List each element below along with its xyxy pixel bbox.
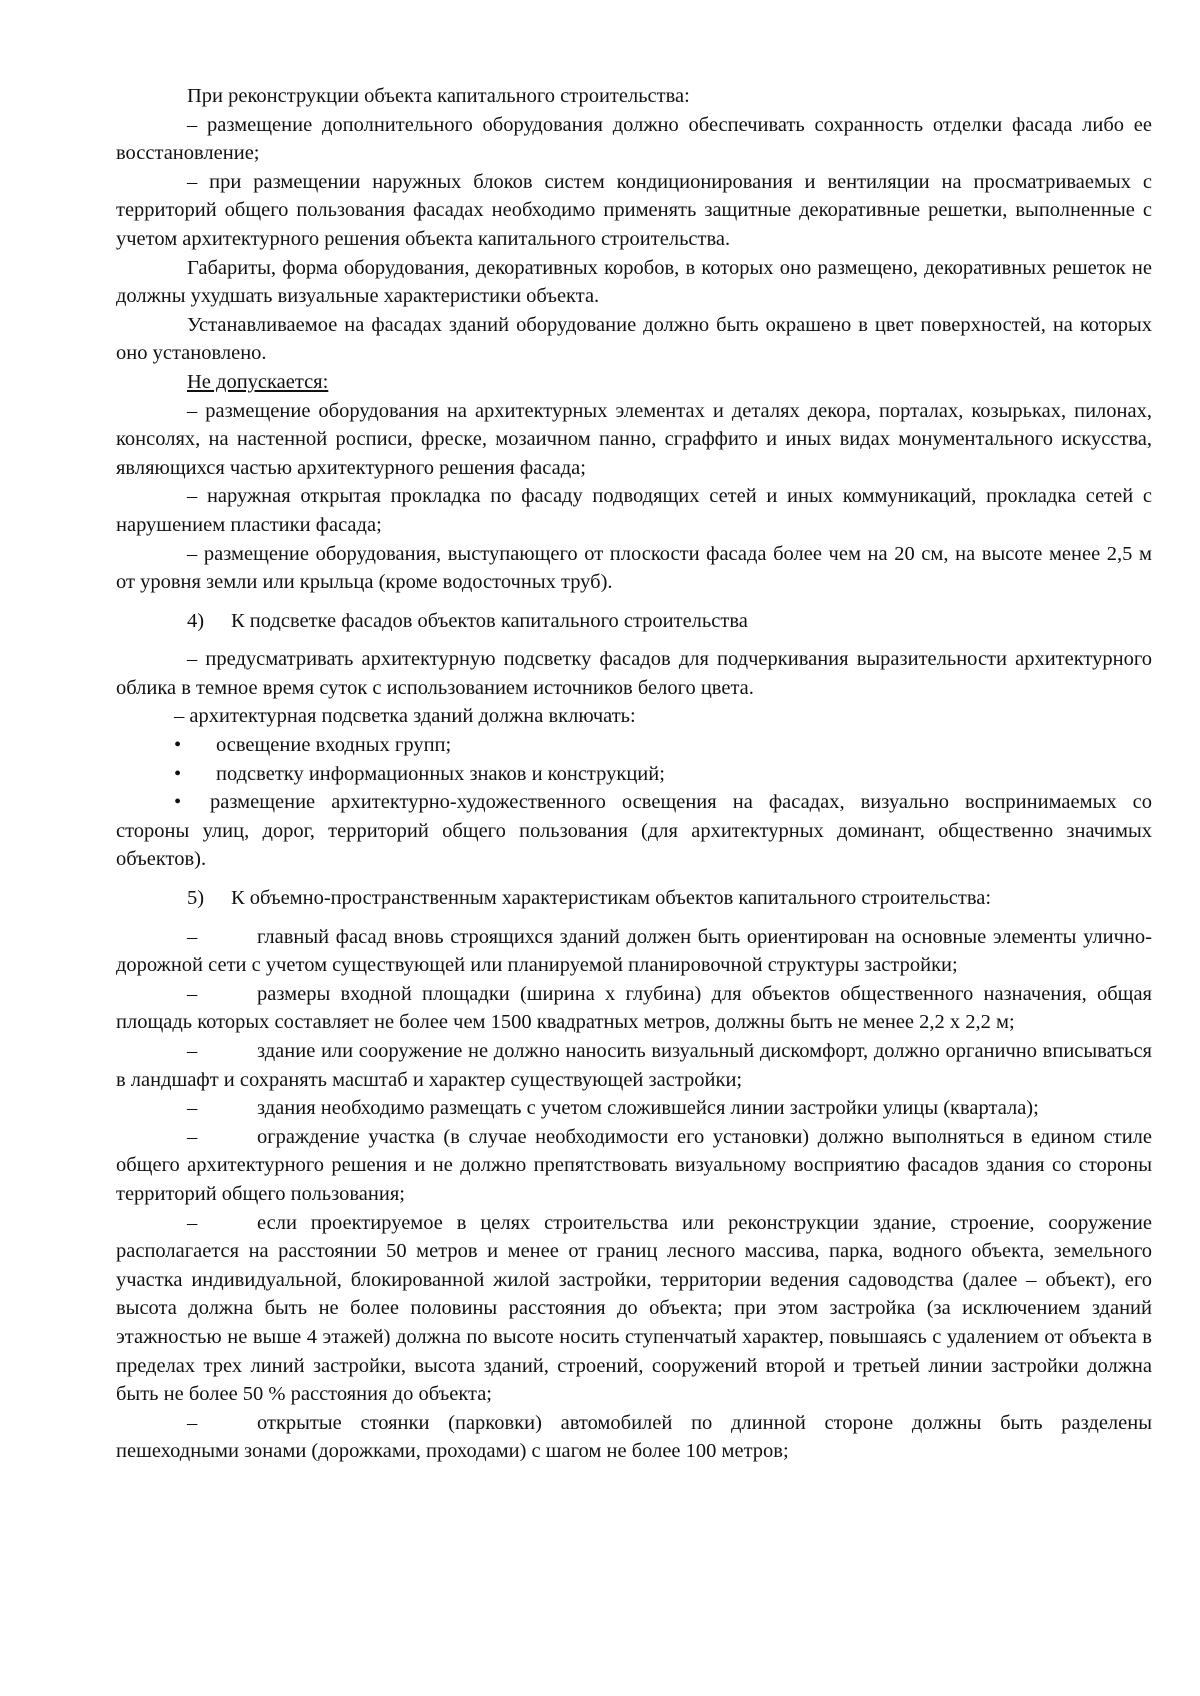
list-item-text: здания необходимо размещать с учетом сложившейся линии застройки улицы (квартала); (257, 1097, 1039, 1120)
dash-marker: – (187, 982, 198, 1005)
paragraph (116, 368, 1152, 397)
paragraph: – размещение оборудования на архитектурных элементах и деталях декора, порталах, козырьках, пилонах, консолях, на настенной росписи, фреске, мозаичном панно, сграффито и иных видах монументального искусства, являющихся частью архитектурного решения фасада; (116, 399, 1152, 479)
section-number: 5) (187, 887, 205, 910)
numbered-heading (116, 607, 1152, 636)
dash-marker: – (187, 1211, 198, 1234)
list-item (116, 1409, 1152, 1466)
bullet-icon: • (174, 734, 182, 757)
list-item-text: если проектируемое в целях строительства или реконструкции здание, строение, сооружение располагается на расстоянии 50 метров и менее от границ лесного массива, парка, водного объекта, земельного участка индивидуальной, блокированной жилой застройки, территории ведения садоводства (далее – объект), его высота должна быть не более половины расстояния до объекта; при этом застройка (за исключением зданий этажностью не выше 4 этажей) должна по высоте носить ступенчатый характер, повышаясь с удалением от объекта в пределах трех линий застройки, высота зданий, строений, сооружений второй и третьей линии застройки должна быть не более 50 % расстояния до объекта; (116, 1211, 1152, 1406)
underlined-heading: Не допускается: (187, 370, 329, 393)
list-item (116, 1209, 1152, 1409)
list-item (116, 1037, 1152, 1094)
paragraph: При реконструкции объекта капитального строительства: (187, 85, 690, 107)
document-body (116, 82, 1152, 1466)
dash-marker: – (187, 1411, 198, 1434)
paragraph: – наружная открытая прокладка по фасаду подводящих сетей и иных коммуникаций, прокладка сетей с нарушением пластики фасада; (116, 485, 1152, 536)
section-number: 4) (187, 609, 205, 632)
paragraph: – архитектурная подсветка зданий должна включать: (174, 705, 636, 728)
list-item-text: главный фасад вновь строящихся зданий должен быть ориентирован на основные элементы улично-дорожной сети с учетом существующей или планируемой планировочной структуры застройки; (116, 925, 1152, 977)
bullet-icon: • (174, 791, 182, 814)
list-item-text: открытые стоянки (парковки) автомобилей по длинной стороне должны быть разделены пешеходными зонами (дорожками, проходами) с шагом не более 100 метров; (116, 1411, 1152, 1463)
numbered-heading (116, 884, 1152, 913)
bullet-icon: • (174, 762, 182, 785)
paragraph: – предусматривать архитектурную подсветку фасадов для подчеркивания выразительности архитектурного облика в темное время суток с использованием источников белого цвета. (116, 648, 1152, 699)
dash-marker: – (187, 925, 198, 948)
section-title: К подсветке фасадов объектов капитального строительства (231, 609, 748, 632)
bullet-text: подсветку информационных знаков и конструкций; (216, 762, 665, 785)
list-item (116, 980, 1152, 1037)
bullet-item (116, 731, 1152, 760)
paragraph: – размещение дополнительного оборудования должно обеспечивать сохранность отделки фасада либо ее восстановление; (116, 113, 1152, 165)
paragraph: Устанавливаемое на фасадах зданий оборудование должно быть окрашено в цвет поверхностей, на которых оно установлено. (116, 313, 1152, 365)
list-item-text: ограждение участка (в случае необходимости его установки) должно выполняться в едином стиле общего архитектурного решения и не должно препятствовать визуальному восприятию фасадов здания со стороны территорий общего пользования; (116, 1125, 1152, 1205)
dash-marker: – (187, 1097, 198, 1120)
list-item (116, 1123, 1152, 1209)
list-item-text: размеры входной площадки (ширина х глубина) для объектов общественного назначения, общая площадь которых составляет не более чем 1500 квадратных метров, должны быть не менее 2,2 х 2,2 м; (116, 982, 1152, 1034)
list-item-text: здание или сооружение не должно наносить визуальный дискомфорт, должно органично вписываться в ландшафт и сохранять масштаб и характер существующей застройки; (116, 1040, 1152, 1091)
paragraph: – размещение оборудования, выступающего от плоскости фасада более чем на 20 см, на высоте менее 2,5 м от уровня земли или крыльца (кроме водосточных труб). (116, 542, 1152, 594)
list-item (116, 923, 1152, 980)
list-item (116, 1094, 1152, 1123)
bullet-item (116, 788, 1152, 874)
paragraph: – при размещении наружных блоков систем кондиционирования и вентиляции на просматриваемых с территорий общего пользования фасадах необходимо применять защитные декоративные решетки, выполненные с учетом архитектурного решения объекта капитального строительства. (116, 170, 1152, 250)
section-title: К объемно-пространственным характеристикам объектов капитального строительства: (231, 887, 992, 910)
dash-marker: – (187, 1125, 198, 1148)
bullet-item (116, 760, 1152, 789)
dash-marker: – (187, 1040, 198, 1062)
bullet-text: освещение входных групп; (216, 734, 452, 757)
bullet-text: размещение архитектурно-художественного освещения на фасадах, визуально воспринимаемых со стороны улиц, дорог, территорий общего пользования (для архитектурных доминант, общественно значимых объектов). (116, 791, 1152, 871)
paragraph: Габариты, форма оборудования, декоративных коробов, в которых оно размещено, декоративных решеток не должны ухудшать визуальные характеристики объекта. (116, 256, 1152, 308)
